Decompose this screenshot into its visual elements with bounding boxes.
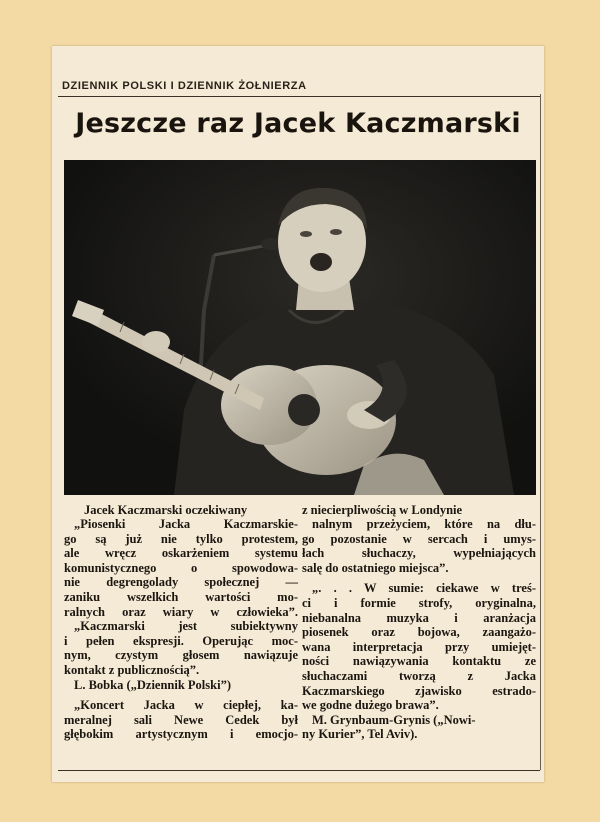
- text-line: nalnym przeżyciem, które na dłu-: [312, 517, 536, 531]
- right-margin-rule: [540, 94, 541, 770]
- text-line: słuchaczami tworzą z Jacka: [302, 668, 536, 683]
- text-line: meralnej sali Newe Cedek był: [64, 712, 298, 727]
- text-line: „Kaczmarski jest subiektywny: [74, 619, 298, 634]
- top-rule: [58, 96, 540, 97]
- text-line: zaniku wszelkich wartości mo-: [64, 589, 298, 604]
- bottom-rule: [58, 770, 540, 771]
- article-column-left: [64, 517, 298, 742]
- text-line: „Koncert Jacka w ciepłej, ka-: [74, 698, 298, 713]
- article-column-right: [302, 517, 536, 742]
- text-line: komunistycznego o spowodowa-: [64, 560, 298, 575]
- singer-with-guitar-photo: [64, 160, 536, 495]
- text-line: i pełen ekspresji. Operując moc-: [64, 633, 298, 648]
- text-line: łach słuchaczy, wypełniających: [302, 546, 536, 561]
- text-line: nie degrengolady społecznej —: [64, 575, 298, 590]
- text-line: salę do ostatniego miejsca”.: [302, 560, 449, 575]
- text-line: „. . . W sumie: ciekawe w treś-: [312, 581, 536, 596]
- photo-caption-right: z niecierpliwością w Londynie: [302, 503, 463, 517]
- text-line: wana interpretacja przy umiejęt-: [302, 639, 536, 654]
- photo-illustration: [64, 160, 536, 495]
- text-line: ale wręcz oskarżeniem systemu: [64, 546, 298, 561]
- text-line: piosenek oraz bojowa, zaangażo-: [302, 625, 536, 640]
- text-line: Kaczmarskiego zjawisko estrado-: [302, 683, 536, 698]
- text-line: go pozostanie w sercach i umys-: [302, 531, 536, 546]
- photo-caption-left: Jacek Kaczmarski oczekiwany: [84, 503, 248, 517]
- text-line: „Piosenki Jacka Kaczmarskie-: [74, 517, 298, 531]
- article-headline: Jeszcze raz Jacek Kaczmarski: [75, 108, 521, 139]
- text-line: go są już nie tylko protestem,: [64, 531, 298, 546]
- text-line: kontakt z publicznością”.: [64, 662, 200, 677]
- quote-attribution: M. Grynbaum-Grynis („Nowi-: [312, 712, 476, 727]
- text-line: ci i formie strofy, oryginalna,: [302, 595, 536, 610]
- newspaper-masthead: DZIENNIK POLSKI I DZIENNIK ŻOŁNIERZA: [62, 80, 307, 92]
- quote-attribution: L. Bobka („Dziennik Polski”): [74, 677, 231, 692]
- text-line: we godne dużego brawa”.: [302, 698, 439, 713]
- text-line: nym, czystym głosem nawiązuje: [64, 648, 298, 663]
- text-line: ności nawiązywania kontaktu ze: [302, 654, 536, 669]
- quote-attribution: ny Kurier”, Tel Aviv).: [302, 727, 418, 742]
- text-line: niebanalna muzyka i aranżacja: [302, 610, 536, 625]
- text-line: głębokim artystycznym i emocjo-: [64, 727, 298, 742]
- text-line: ralnych oraz wiary w człowieka”.: [64, 604, 298, 619]
